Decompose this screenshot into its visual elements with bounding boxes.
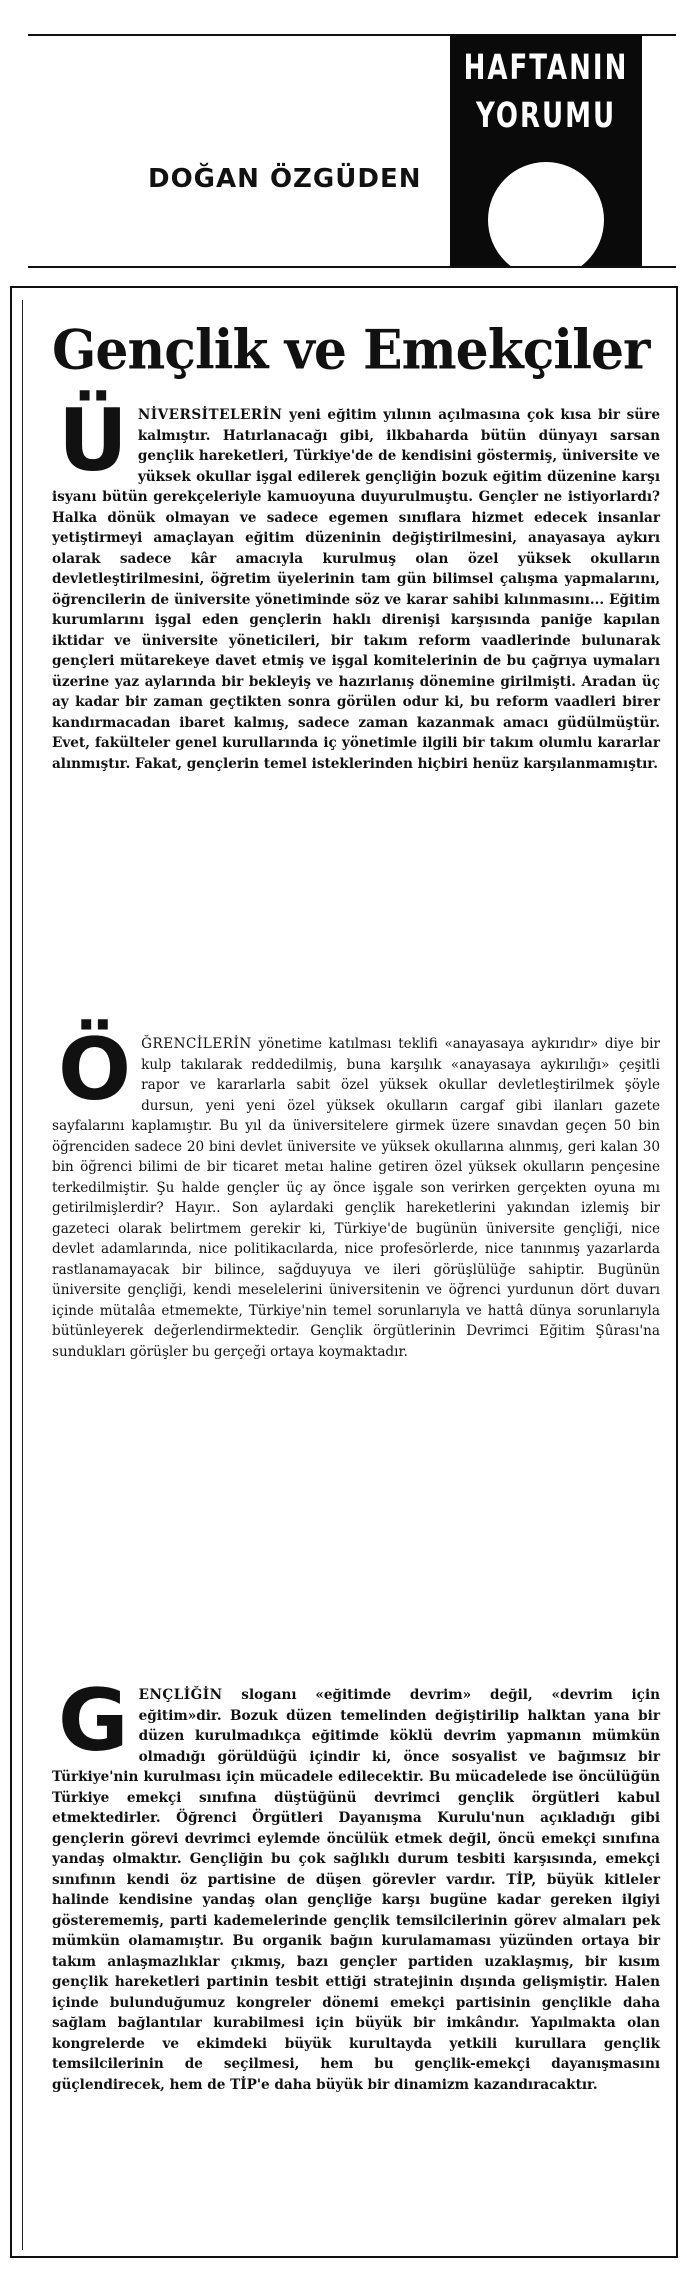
section-text: yönetime katılması teklifi «anayasaya aykırıdır» diye bir kulp takılarak reddedilmiş, buna karşılık «anayasaya aykırılığı» çeşitli rapor ve kararlarla sabit özel yüksek okullar devletleştirilmek şöyle dursun, yeni yeni özel yüksek okulların cargaf gibi ilanları gazete sayfalarını kaplamıştır. Bu yıl da üniversitelere girmek üzere sınavdan geçen 50 bin öğrenciden sadece 20 bini devlet üniversite ve yüksek okullarına alınmış, geri kalan 30 bin öğrenci bilimi de bir ticaret metaı haline getiren özel yüksek okulların pençesine terkedilmiştir. Şu halde gençler üç ay önce işgale son verirken gerçekten oyuna mı getirilmişlerdir? Hayır.. Son aylardaki gençlik hareketlerini yakından izlemiş bir gazeteci olarak belirtmem gerekir ki, Türkiye'de bugünün üniversite gençliği, nice devlet adamlarında, nice politikacılarda, nice profesörlerde, nice tanınmış yazarlarda rastlanamayacak bir bilince, sağduyuya ve ileri görüşlülüğe sahiptir. Bugünün üniversite gençliği, kendi meselelerini üniversitenin ve öğrenci yurdunun dört duvarı içinde mütalâa etmemekte, Türkiye'nin temel sorunlarıyla ve hattâ dünya sorunlarıyla bütünleyerek değerlendirmektedir. Gençlik örgütlerinin Devrimci Eğitim Şûrası'na sundukları görüşler bu gerçeği ortaya koymaktadır. xyxy=(52,1036,660,1360)
masthead xyxy=(0,0,690,272)
dropcap: G xyxy=(58,1671,129,1771)
dropcap: Ö xyxy=(58,1020,132,1120)
section-lead: NİVERSİTELERİN xyxy=(137,407,283,423)
column-badge xyxy=(450,34,642,266)
article-section-3 xyxy=(52,1671,660,2095)
article-title: Gençlik ve Emekçiler xyxy=(52,318,650,383)
dropcap: Ü xyxy=(58,391,128,491)
section-lead: ĞRENCİLERİN xyxy=(141,1036,252,1052)
article-section-2 xyxy=(52,1020,660,1362)
badge-circle-icon xyxy=(488,162,604,266)
section-text: yeni eğitim yılının açılmasına çok kısa bir süre kalmıştır. Hatırlanacağı gibi, ilkbaharda bütün dünyayı sarsan gençlik hareketleri, Türkiye'de de kendisini göstermiş, üniversite ve yüksek okullar işgal edilerek gençliğin bozuk eğitim düzenine karşı isyanı bütün gerekçeleriyle kamuoyuna duyurulmuştu. Gençler ne istiyorlardı? Halka dönük olmayan ve sadece egemen sınıflara hizmet edecek insanlar yetiştirmeyi amaçlayan eğitim düzeninin değiştirilmesini, anayasaya aykırı olarak sadece kâr amacıyla kurulmuş olan özel yüksek okulların devletleştirilmesini, öğretim üyelerinin tam gün bilimsel çalışma yapmalarını, öğrencilerin de üniversite yönetiminde söz ve karar sahibi kılınmasını... Eğitim kurumlarını işgal eden gençlerin haklı direnişi karşısında paniğe kapılan iktidar ve üniversite yöneticileri, bir takım reform vaadlerinde bulunarak gençleri mütarekeye davet etmiş ve işgal komitelerinin de bu çağrıya uymaları üzerine yaz aylarında bir bekleyiş ve hazırlanış dönemine girilmişti. Aradan üç ay kadar bir zaman geçtikten sonra görülen odur ki, bu reform vaadleri birer kandırmacadan ibaret kalmış, sadece zaman kazanmak amacı güdülmüştür. Evet, fakülteler genel kurullarında iç yönetimle ilgili bir takım olumlu kararlar alınmıştır. Fakat, gençlerin temel isteklerinden hiçbiri henüz karşılanmamıştır. xyxy=(52,407,660,772)
badge-line-2: YORUMU xyxy=(475,96,617,137)
masthead-bottom-rule xyxy=(28,266,676,268)
badge-line-1: HAFTANIN xyxy=(463,48,629,89)
article-section-1 xyxy=(52,391,660,774)
section-text: sloganı «eğitimde devrim» değil, «devrim için eğitim»dir. Bozuk düzen temelinden değiştirilip halktan yana bir düzen kurulmadıkça eğitimde köklü devrim yapmanın mümkün olmadığı görüldüğü içindir ki, önce sosyalist ve bağımsız bir Türkiye'nin kurulması için mücadele edilecektir. Bu mücadelede ise öncülüğün Türkiye emekçi sınıfına düştüğünü devrimci gençlik örgütleri kabul etmektedirler. Öğrenci Örgütleri Dayanışma Kurulu'nun açıkladığı gibi gençlerin görevi devrimci eylemde öncülük etmek değil, öncü emekçi sınıfına yandaş olmaktır. Gençliğin bu çok sağlıklı durum tesbiti karşısında, emekçi sınıfının kendi öz partisine de düşen görevler vardır. TİP, büyük kitleler halinde kendisine yandaş olan gençliğe karşı bugüne kadar gereken ilgiyi gösterememiş, parti kademelerinde gençlik temsilcilerinin görev almaları pek mümkün olamamıştır. Bu organik bağın kurulamaması yüzünden ortaya bir takım anlaşmazlıklar çıkmış, bazı gençler partiden uzaklaşmış, bir kısım gençlik hareketleri partinin tesbit ettiği stratejinin dışında gelişmiştir. Halen içinde bulunduğumuz kongreler dönemi emekçi partisinin gençlikle daha sağlam bağlantılar kurabilmesi için büyük bir imkândır. Yapılmakta olan kongrelerde ve ekimdeki büyük kurultayda yetkili kurullara gençlik temsilcilerinin de seçilmesi, hem bu gençlik-emekçi dayanışmasını güçlendirecek, hem de TİP'e daha büyük bir dinamizm kazandıracaktır. xyxy=(52,1687,660,2093)
author-name: DOĞAN ÖZGÜDEN xyxy=(148,164,422,194)
section-lead: ENÇLİĞİN xyxy=(138,1687,223,1703)
